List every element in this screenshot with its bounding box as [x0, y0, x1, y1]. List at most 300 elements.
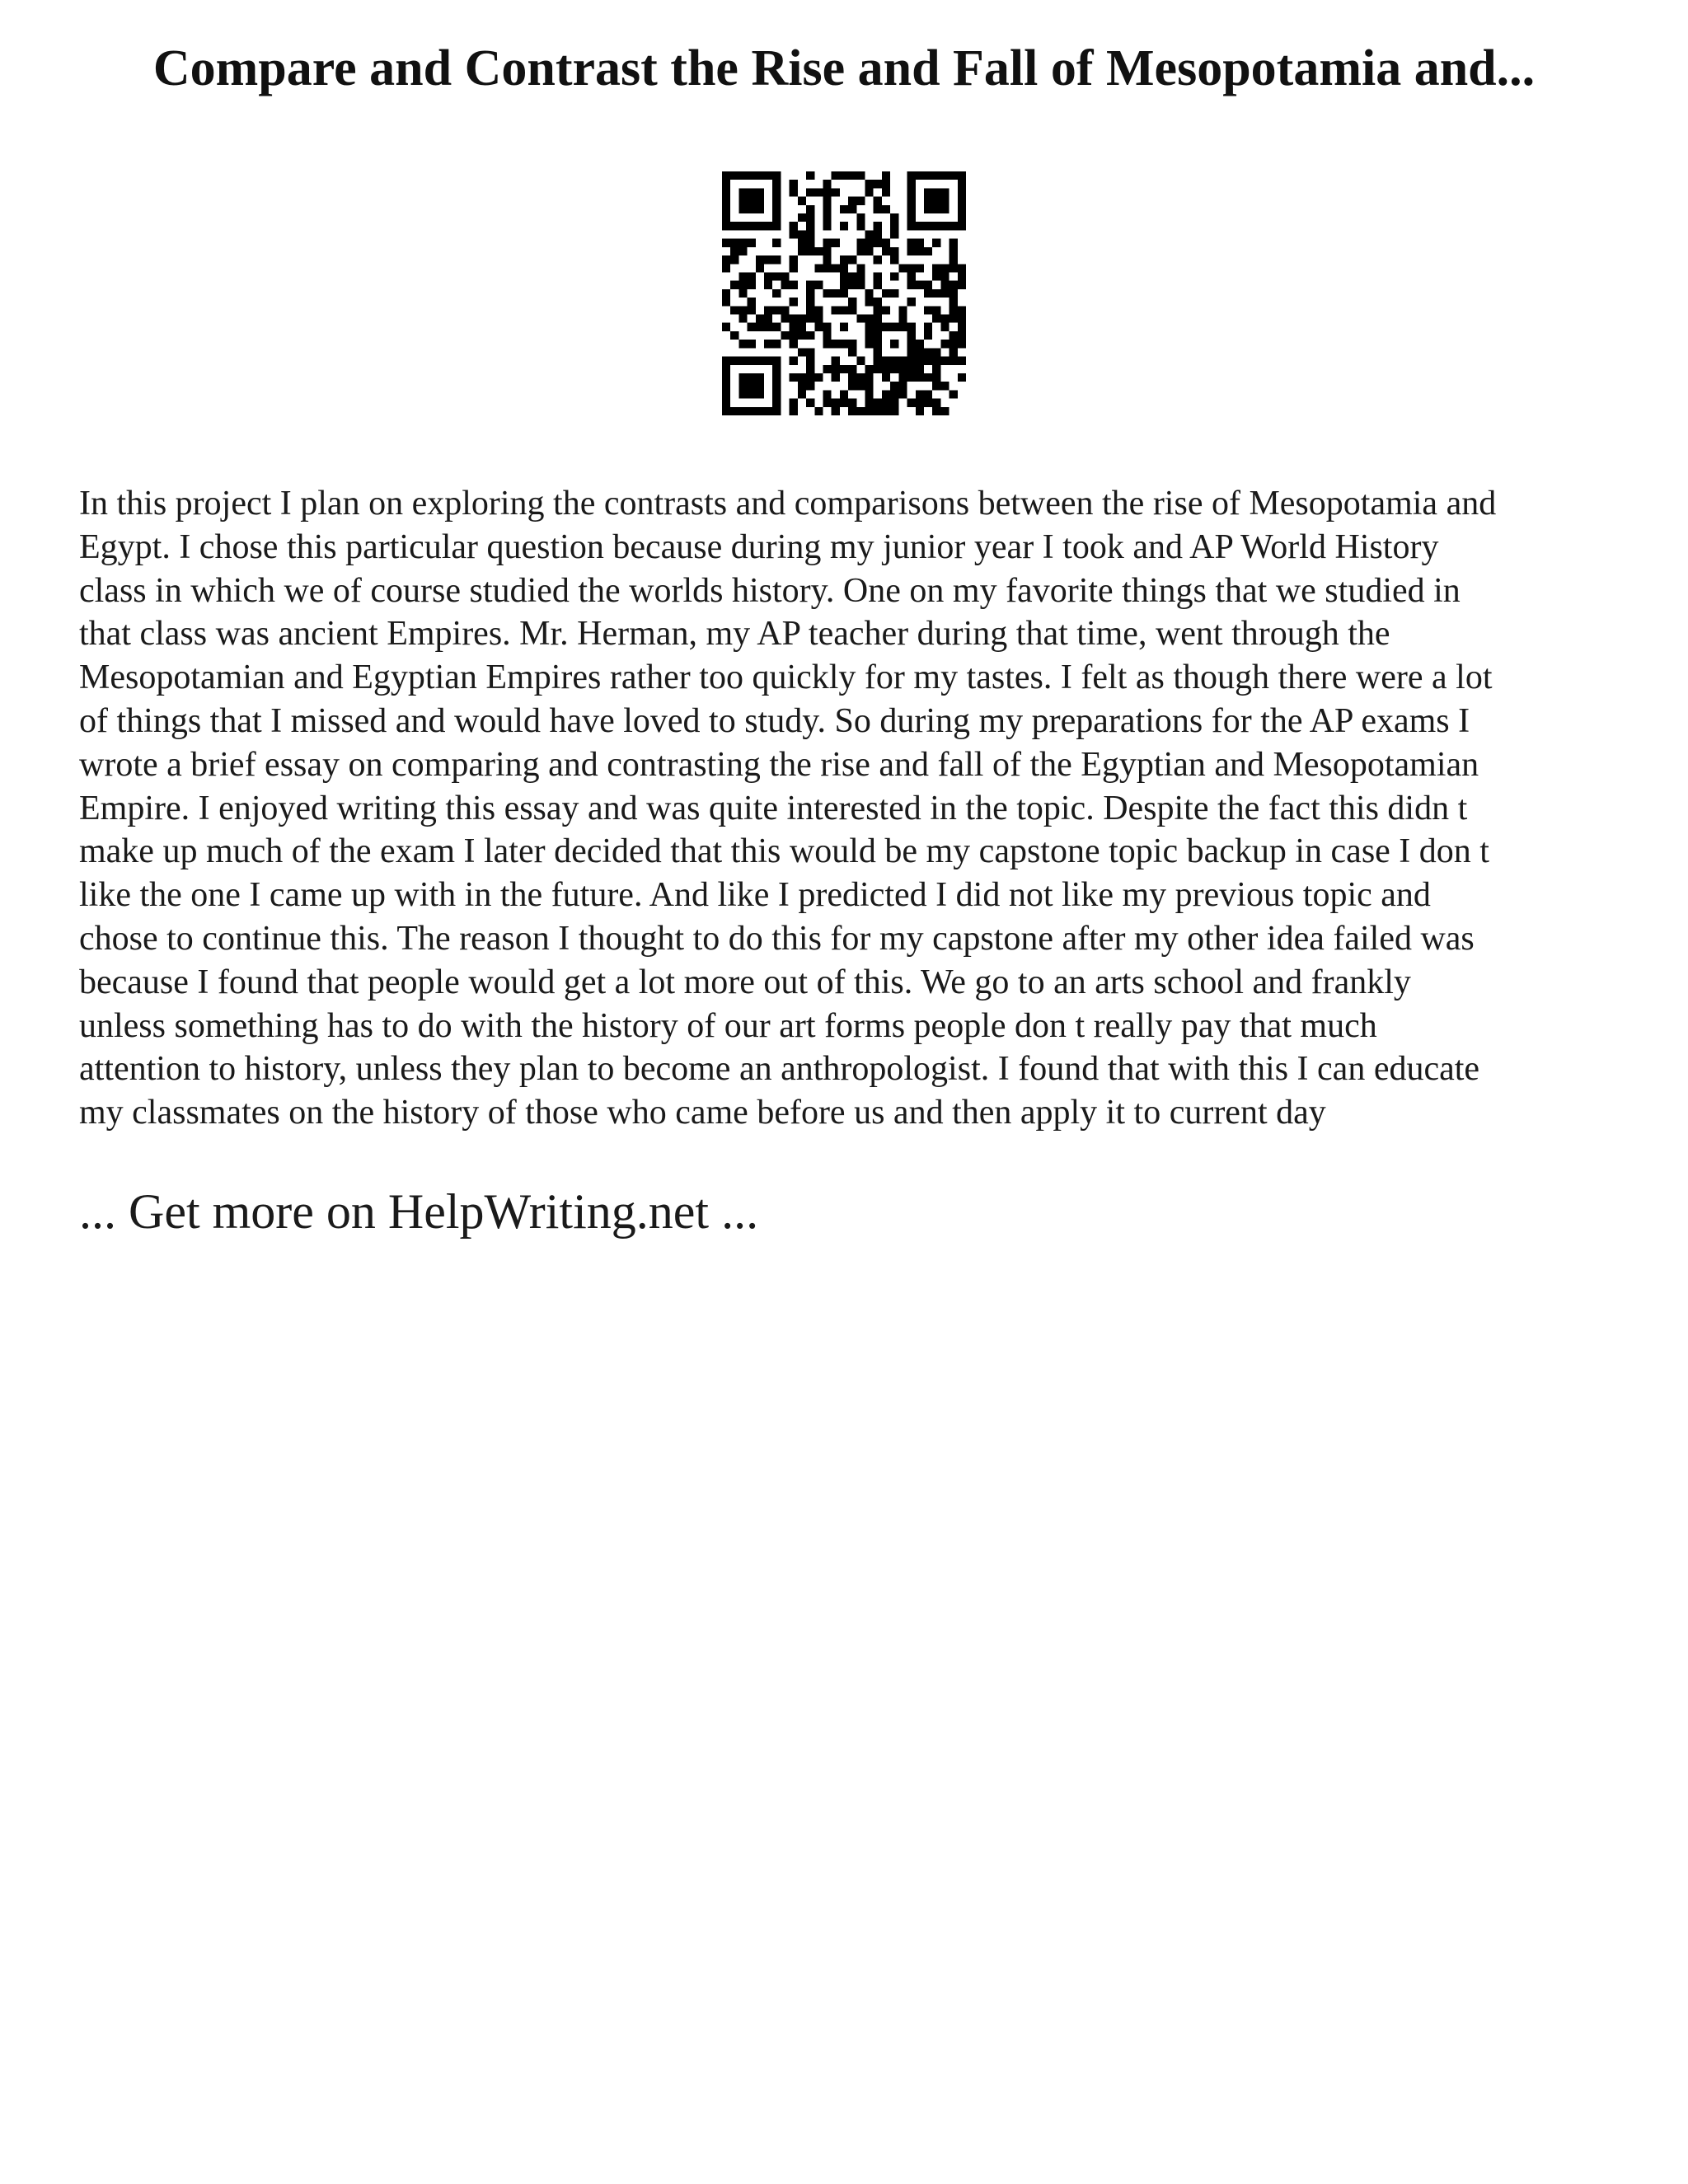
body-line: class in which we of course studied the worlds history. One on my favorite things that we studied in	[79, 571, 1461, 610]
qr-module	[882, 357, 890, 365]
qr-module	[958, 357, 966, 365]
qr-module	[722, 399, 730, 407]
qr-module	[924, 205, 932, 213]
qr-module	[916, 239, 924, 247]
qr-module	[814, 247, 823, 255]
qr-module	[898, 365, 907, 373]
qr-module	[832, 373, 840, 382]
body-line: In this project I plan on exploring the contrasts and comparisons between the rise of Mesopotamia and	[79, 485, 1497, 523]
qr-module	[798, 382, 806, 390]
qr-module	[748, 197, 756, 205]
qr-module	[924, 323, 932, 331]
qr-module	[722, 239, 730, 247]
qr-module	[865, 247, 874, 255]
qr-module	[738, 340, 747, 348]
qr-module	[840, 171, 848, 180]
qr-module	[950, 340, 958, 348]
qr-module	[814, 407, 823, 415]
qr-module	[865, 188, 874, 196]
qr-module	[764, 315, 772, 323]
qr-module	[790, 357, 798, 365]
qr-module	[840, 289, 848, 298]
qr-module	[790, 255, 798, 264]
body-line: like the one I came up with in the future. And like I predicted I did not like my previous topic and	[79, 876, 1431, 915]
qr-module	[738, 247, 747, 255]
qr-module	[958, 171, 966, 180]
qr-module	[748, 373, 756, 382]
qr-module	[865, 180, 874, 188]
qr-module	[781, 331, 789, 340]
qr-module	[772, 188, 781, 196]
qr-module	[764, 222, 772, 230]
qr-module	[958, 264, 966, 272]
qr-module	[722, 188, 730, 196]
qr-module	[950, 298, 958, 306]
qr-module	[916, 407, 924, 415]
qr-module	[790, 188, 798, 196]
qr-module	[874, 197, 882, 205]
qr-module	[823, 239, 831, 247]
qr-module	[907, 331, 916, 340]
qr-module	[890, 340, 898, 348]
qr-module	[932, 264, 940, 272]
qr-module	[916, 365, 924, 373]
qr-module	[806, 230, 814, 238]
qr-module	[798, 315, 806, 323]
qr-module	[748, 188, 756, 196]
qr-module	[856, 407, 865, 415]
qr-module	[932, 171, 940, 180]
qr-module	[890, 289, 898, 298]
qr-module	[764, 171, 772, 180]
qr-module	[865, 289, 874, 298]
qr-module	[898, 306, 907, 314]
qr-module	[730, 239, 738, 247]
qr-module	[806, 289, 814, 298]
qr-module	[924, 289, 932, 298]
qr-module	[798, 323, 806, 331]
qr-module	[940, 340, 949, 348]
body-line: unless something has to do with the history of our art forms people don t really pay that much	[79, 1006, 1377, 1045]
qr-module	[772, 373, 781, 382]
qr-module	[856, 272, 865, 280]
qr-module	[832, 171, 840, 180]
qr-module	[832, 407, 840, 415]
qr-module	[958, 373, 966, 382]
qr-module	[764, 255, 772, 264]
qr-module	[924, 247, 932, 255]
qr-module	[814, 281, 823, 289]
qr-module	[958, 197, 966, 205]
qr-module	[907, 298, 916, 306]
qr-module	[756, 382, 764, 390]
qr-module	[848, 306, 856, 314]
qr-module	[940, 272, 949, 280]
qr-module	[756, 373, 764, 382]
qr-module	[722, 289, 730, 298]
qr-module	[764, 306, 772, 314]
qr-module	[722, 373, 730, 382]
qr-module	[874, 306, 882, 314]
qr-module	[790, 264, 798, 272]
qr-module	[798, 331, 806, 340]
qr-module	[748, 306, 756, 314]
body-line: chose to continue this. The reason I thought to do this for my capstone after my other idea failed was	[79, 919, 1475, 958]
qr-module	[722, 171, 730, 180]
qr-module	[940, 222, 949, 230]
qr-module	[950, 264, 958, 272]
qr-module	[940, 264, 949, 272]
qr-module	[865, 373, 874, 382]
qr-module	[958, 315, 966, 323]
qr-module	[722, 407, 730, 415]
qr-module	[748, 171, 756, 180]
qr-module	[950, 315, 958, 323]
qr-module	[772, 213, 781, 222]
qr-module	[840, 272, 848, 280]
qr-module	[874, 407, 882, 415]
qr-module	[932, 315, 940, 323]
qr-module	[823, 399, 831, 407]
qr-module	[738, 239, 747, 247]
qr-module	[907, 222, 916, 230]
qr-module	[798, 348, 806, 356]
qr-module	[856, 239, 865, 247]
qr-module	[806, 213, 814, 222]
qr-module	[932, 239, 940, 247]
qr-module	[932, 373, 940, 382]
qr-module	[856, 315, 865, 323]
qr-module	[798, 247, 806, 255]
qr-module	[882, 171, 890, 180]
qr-module	[756, 205, 764, 213]
qr-module	[730, 357, 738, 365]
qr-module	[882, 247, 890, 255]
qr-module	[958, 323, 966, 331]
qr-module	[882, 399, 890, 407]
qr-module	[772, 272, 781, 280]
qr-module	[890, 272, 898, 280]
qr-module	[865, 323, 874, 331]
qr-module	[874, 357, 882, 365]
qr-module	[856, 357, 865, 365]
qr-module	[950, 357, 958, 365]
qr-module	[738, 315, 747, 323]
qr-module	[756, 197, 764, 205]
qr-module	[840, 205, 848, 213]
qr-module	[840, 399, 848, 407]
qr-module	[898, 357, 907, 365]
qr-module	[823, 323, 831, 331]
qr-module	[958, 272, 966, 280]
qr-module	[940, 289, 949, 298]
qr-module	[840, 222, 848, 230]
qr-module	[924, 188, 932, 196]
qr-module	[781, 281, 789, 289]
body-line: because I found that people would get a lot more out of this. We go to an arts school and frankly	[79, 963, 1411, 1001]
qr-module	[916, 390, 924, 398]
qr-module	[756, 171, 764, 180]
qr-module	[950, 171, 958, 180]
qr-module	[856, 281, 865, 289]
qr-module	[722, 323, 730, 331]
qr-module	[823, 188, 831, 196]
qr-module	[756, 407, 764, 415]
qr-module	[772, 180, 781, 188]
body-line: of things that I missed and would have loved to study. So during my preparations for the AP exams I	[79, 701, 1470, 740]
qr-module	[916, 357, 924, 365]
qr-module	[832, 188, 840, 196]
qr-module	[907, 365, 916, 373]
qr-module	[907, 272, 916, 280]
qr-module	[798, 390, 806, 398]
qr-module	[832, 239, 840, 247]
qr-module	[756, 315, 764, 323]
qr-module	[806, 365, 814, 373]
body-line: attention to history, unless they plan to become an anthropologist. I found that with this I can educate	[79, 1050, 1480, 1089]
qr-module	[856, 373, 865, 382]
qr-module	[814, 264, 823, 272]
qr-module	[958, 213, 966, 222]
qr-module	[748, 222, 756, 230]
qr-module	[898, 390, 907, 398]
qr-module	[781, 272, 789, 280]
qr-module	[806, 306, 814, 314]
qr-module	[790, 323, 798, 331]
qr-module	[950, 281, 958, 289]
qr-module	[756, 323, 764, 331]
qr-module	[781, 315, 789, 323]
qr-module	[756, 357, 764, 365]
qr-module	[756, 390, 764, 398]
qr-module	[790, 340, 798, 348]
qr-module	[823, 255, 831, 264]
qr-module	[916, 399, 924, 407]
qr-module	[730, 407, 738, 415]
qr-module	[848, 298, 856, 306]
qr-module	[756, 264, 764, 272]
qr-module	[932, 272, 940, 280]
qr-module	[798, 373, 806, 382]
qr-module	[806, 171, 814, 180]
qr-module	[840, 306, 848, 314]
qr-module	[907, 197, 916, 205]
qr-module	[738, 188, 747, 196]
qr-module	[874, 315, 882, 323]
qr-module	[806, 239, 814, 247]
qr-module	[730, 222, 738, 230]
qr-module	[924, 357, 932, 365]
qr-module	[722, 382, 730, 390]
qr-module	[898, 323, 907, 331]
qr-module	[823, 247, 831, 255]
qr-module	[890, 365, 898, 373]
qr-module	[958, 340, 966, 348]
qr-module	[806, 298, 814, 306]
qr-module	[890, 399, 898, 407]
qr-module	[950, 255, 958, 264]
qr-module	[738, 281, 747, 289]
qr-module	[772, 205, 781, 213]
qr-module	[806, 399, 814, 407]
qr-module	[907, 171, 916, 180]
qr-module	[882, 407, 890, 415]
qr-module	[832, 264, 840, 272]
qr-module	[806, 222, 814, 230]
qr-module	[898, 315, 907, 323]
qr-module	[907, 399, 916, 407]
qr-module	[823, 205, 831, 213]
qr-module	[790, 399, 798, 407]
qr-module	[916, 171, 924, 180]
qr-module	[840, 281, 848, 289]
qr-module	[848, 205, 856, 213]
qr-module	[882, 180, 890, 188]
qr-module	[907, 247, 916, 255]
qr-module	[823, 213, 831, 222]
qr-module	[798, 239, 806, 247]
qr-module	[924, 390, 932, 398]
qr-module	[848, 171, 856, 180]
qr-module	[748, 382, 756, 390]
qr-module	[950, 289, 958, 298]
qr-module	[907, 281, 916, 289]
qr-module	[856, 171, 865, 180]
qr-module	[790, 315, 798, 323]
qr-module	[874, 331, 882, 340]
qr-module	[890, 222, 898, 230]
qr-module	[890, 213, 898, 222]
qr-module	[798, 213, 806, 222]
qr-module	[907, 348, 916, 356]
qr-module	[738, 272, 747, 280]
qr-module	[874, 272, 882, 280]
qr-module	[950, 239, 958, 247]
qr-module	[730, 171, 738, 180]
qr-module	[932, 197, 940, 205]
qr-module	[832, 289, 840, 298]
qr-module	[940, 323, 949, 331]
qr-module	[772, 399, 781, 407]
qr-module	[856, 213, 865, 222]
qr-module	[932, 365, 940, 373]
qr-module	[764, 357, 772, 365]
qr-module	[764, 407, 772, 415]
qr-module	[856, 247, 865, 255]
qr-module	[772, 390, 781, 398]
qr-module	[924, 306, 932, 314]
qr-module	[840, 365, 848, 373]
qr-module	[874, 180, 882, 188]
essay-body	[79, 482, 1629, 1135]
qr-module	[806, 315, 814, 323]
qr-module	[856, 382, 865, 390]
qr-module	[840, 264, 848, 272]
qr-module	[738, 390, 747, 398]
qr-code-icon[interactable]	[722, 171, 966, 415]
body-line: Mesopotamian and Egyptian Empires rather too quickly for my tastes. I felt as though there were a lot	[79, 658, 1493, 697]
qr-module	[814, 315, 823, 323]
qr-module	[856, 222, 865, 230]
get-more-link[interactable]: ... Get more on HelpWriting.net ...	[79, 1184, 759, 1239]
qr-module	[856, 197, 865, 205]
qr-module	[950, 306, 958, 314]
qr-module	[790, 373, 798, 382]
qr-module	[874, 348, 882, 356]
qr-module	[898, 264, 907, 272]
qr-module	[748, 323, 756, 331]
qr-module	[932, 407, 940, 415]
qr-module	[832, 365, 840, 373]
qr-module	[730, 331, 738, 340]
qr-module	[772, 340, 781, 348]
qr-module	[865, 298, 874, 306]
qr-module	[806, 247, 814, 255]
document-title: Compare and Contrast the Rise and Fall of Mesopotamia and...	[152, 40, 1536, 96]
qr-module	[940, 188, 949, 196]
qr-module	[840, 255, 848, 264]
qr-module	[890, 407, 898, 415]
qr-module	[781, 306, 789, 314]
qr-module	[814, 373, 823, 382]
qr-module	[916, 340, 924, 348]
qr-module	[738, 289, 747, 298]
qr-module	[958, 180, 966, 188]
qr-module	[790, 281, 798, 289]
qr-module	[790, 331, 798, 340]
qr-module	[848, 373, 856, 382]
qr-module	[748, 272, 756, 280]
qr-module	[823, 222, 831, 230]
qr-module	[882, 306, 890, 314]
qr-module	[924, 348, 932, 356]
qr-module	[916, 264, 924, 272]
qr-module	[848, 272, 856, 280]
qr-module	[848, 348, 856, 356]
qr-module	[865, 331, 874, 340]
qr-module	[772, 365, 781, 373]
qr-module	[722, 197, 730, 205]
qr-module	[814, 306, 823, 314]
qr-module	[916, 373, 924, 382]
qr-module	[722, 222, 730, 230]
qr-module	[940, 407, 949, 415]
qr-module	[848, 365, 856, 373]
qr-module	[772, 171, 781, 180]
qr-module	[907, 264, 916, 272]
qr-module	[756, 222, 764, 230]
qr-module	[722, 255, 730, 264]
qr-module	[738, 382, 747, 390]
qr-module	[874, 239, 882, 247]
qr-module	[932, 357, 940, 365]
qr-module	[722, 390, 730, 398]
qr-module	[882, 390, 890, 398]
qr-module	[806, 373, 814, 382]
qr-module	[874, 222, 882, 230]
qr-module	[865, 382, 874, 390]
body-line: Empire. I enjoyed writing this essay and was quite interested in the topic. Despite the fact this didn t	[79, 789, 1468, 827]
qr-module	[907, 180, 916, 188]
qr-module	[856, 264, 865, 272]
qr-module	[764, 272, 772, 280]
qr-module	[772, 323, 781, 331]
qr-module	[924, 281, 932, 289]
qr-module	[865, 399, 874, 407]
qr-module	[840, 323, 848, 331]
body-line: Egypt. I chose this particular question because during my junior year I took and AP World History	[79, 527, 1439, 566]
qr-module	[950, 331, 958, 340]
